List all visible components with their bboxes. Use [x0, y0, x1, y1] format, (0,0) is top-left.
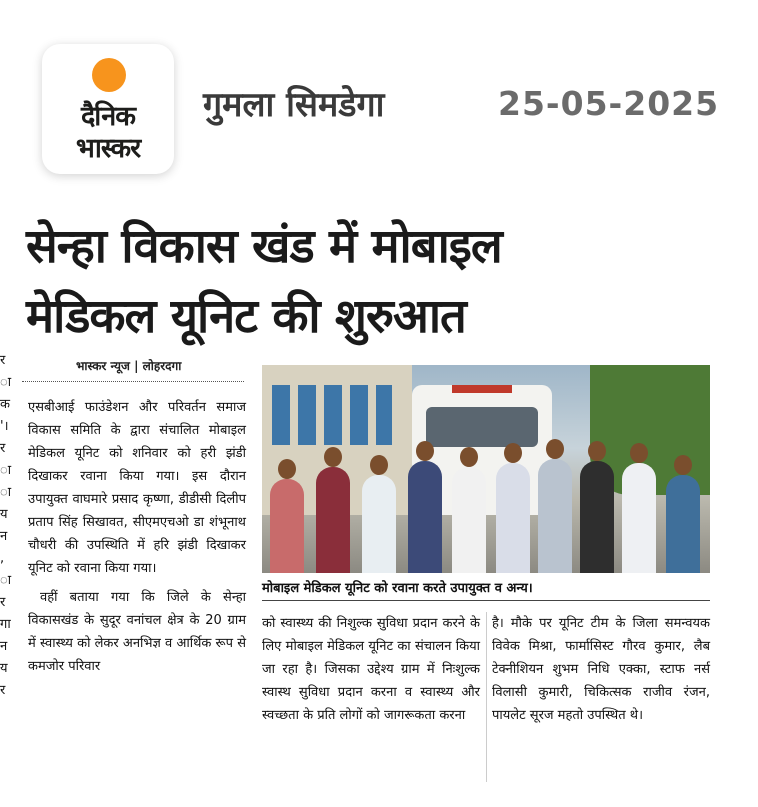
strip-char: र — [0, 441, 6, 456]
strip-char: य — [0, 661, 8, 676]
dainik-bhaskar-logo — [42, 44, 174, 174]
article-headline — [26, 212, 746, 352]
photo-person — [270, 479, 304, 573]
article-column-2: को स्वास्थ्य की निशुल्क सुविधा प्रदान करने के लिए मोबाइल मेडिकल यूनिट का संचालन किया जा रहा है। जिसका उद्देश्य ग्राम में निःशुल्क स्वास्थ सुविधा प्रदान करना व स्वास्थ्य और स्वच्छता के प्रति लोगों को जागरूकता करना — [262, 616, 480, 723]
news-photo — [262, 365, 710, 573]
strip-char: न — [0, 529, 8, 544]
photo-person — [622, 463, 656, 573]
caption-divider — [262, 600, 710, 601]
headline-line1: सेन्हा विकास खंड में मोबाइल — [26, 219, 502, 274]
paragraph-2: वहीं बताया गया कि जिले के सेन्हा विकासखंड के सुदूर वनांचल क्षेत्र के 20 ग्राम में स्वास्थ्य को लेकर अनभिज्ञ व आर्थिक रूप से कमजोर परिवार — [28, 590, 246, 674]
strip-char: र — [0, 595, 6, 610]
byline: भास्कर न्यूज | लोहरदगा — [76, 359, 182, 373]
photo-person — [496, 463, 530, 573]
photo-person — [666, 475, 700, 573]
strip-char: क — [0, 397, 10, 412]
photo-person — [538, 459, 572, 573]
photo-person — [316, 467, 350, 573]
edition-name: गुमला सिमडेगा — [203, 85, 385, 125]
adjacent-column-fragment — [0, 350, 14, 780]
strip-char: ा — [0, 463, 12, 478]
strip-char: र — [0, 353, 6, 368]
logo-text-line1: दैनिक — [80, 101, 136, 132]
column-divider — [486, 612, 487, 782]
strip-char: , — [0, 551, 5, 566]
byline-divider — [22, 381, 244, 382]
headline-line2: मेडिकल यूनिट की शुरुआत — [26, 289, 466, 344]
article-column-3: है। मौके पर यूनिट टीम के जिला समन्वयक विवेक मिश्रा, फार्मासिस्ट गौरव कुमार, लैब टेक्नीशियन शुभम निधि एक्का, स्टाफ नर्स विलासी कुमारी, चिकित्सक राजीव रंजन, पायलेट सूरज महतो उपस्थित थे। — [492, 616, 710, 723]
paragraph-1: एसबीआई फाउंडेशन और परिवर्तन समाज विकास समिति के द्वारा संचालित मोबाइल मेडिकल यूनिट को शनिवार को हरी झंडी दिखाकर रवाना किया गया। इस दौरान उपायुक्त वाघमारे प्रसाद कृष्णा, डीडीसी दिलीप प्रताप सिंह सिखावत, सीएमएचओ डा शंभूनाथ चौधरी की उपस्थिति में हरि झंडी दिखाकर यूनिट को रवाना किया गया। — [28, 400, 246, 576]
strip-char: ा — [0, 485, 12, 500]
photo-caption: मोबाइल मेडिकल यूनिट को रवाना करते उपायुक्त व अन्य। — [262, 581, 533, 596]
strip-char: ा — [0, 375, 12, 390]
photo-person — [580, 461, 614, 573]
strip-char: न — [0, 639, 8, 654]
logo-text-line2: भास्कर — [75, 133, 141, 164]
article-column-1 — [28, 396, 246, 684]
strip-char: '। — [0, 419, 9, 434]
photo-person — [408, 461, 442, 573]
edition-date: 25-05-2025 — [498, 84, 720, 123]
photo-person — [362, 475, 396, 573]
strip-char: य — [0, 507, 8, 522]
strip-char: ा — [0, 573, 12, 588]
strip-char: र — [0, 683, 6, 698]
photo-person — [452, 467, 486, 573]
strip-char: गा — [0, 617, 11, 632]
page-header — [0, 0, 758, 190]
sun-icon — [92, 58, 126, 92]
